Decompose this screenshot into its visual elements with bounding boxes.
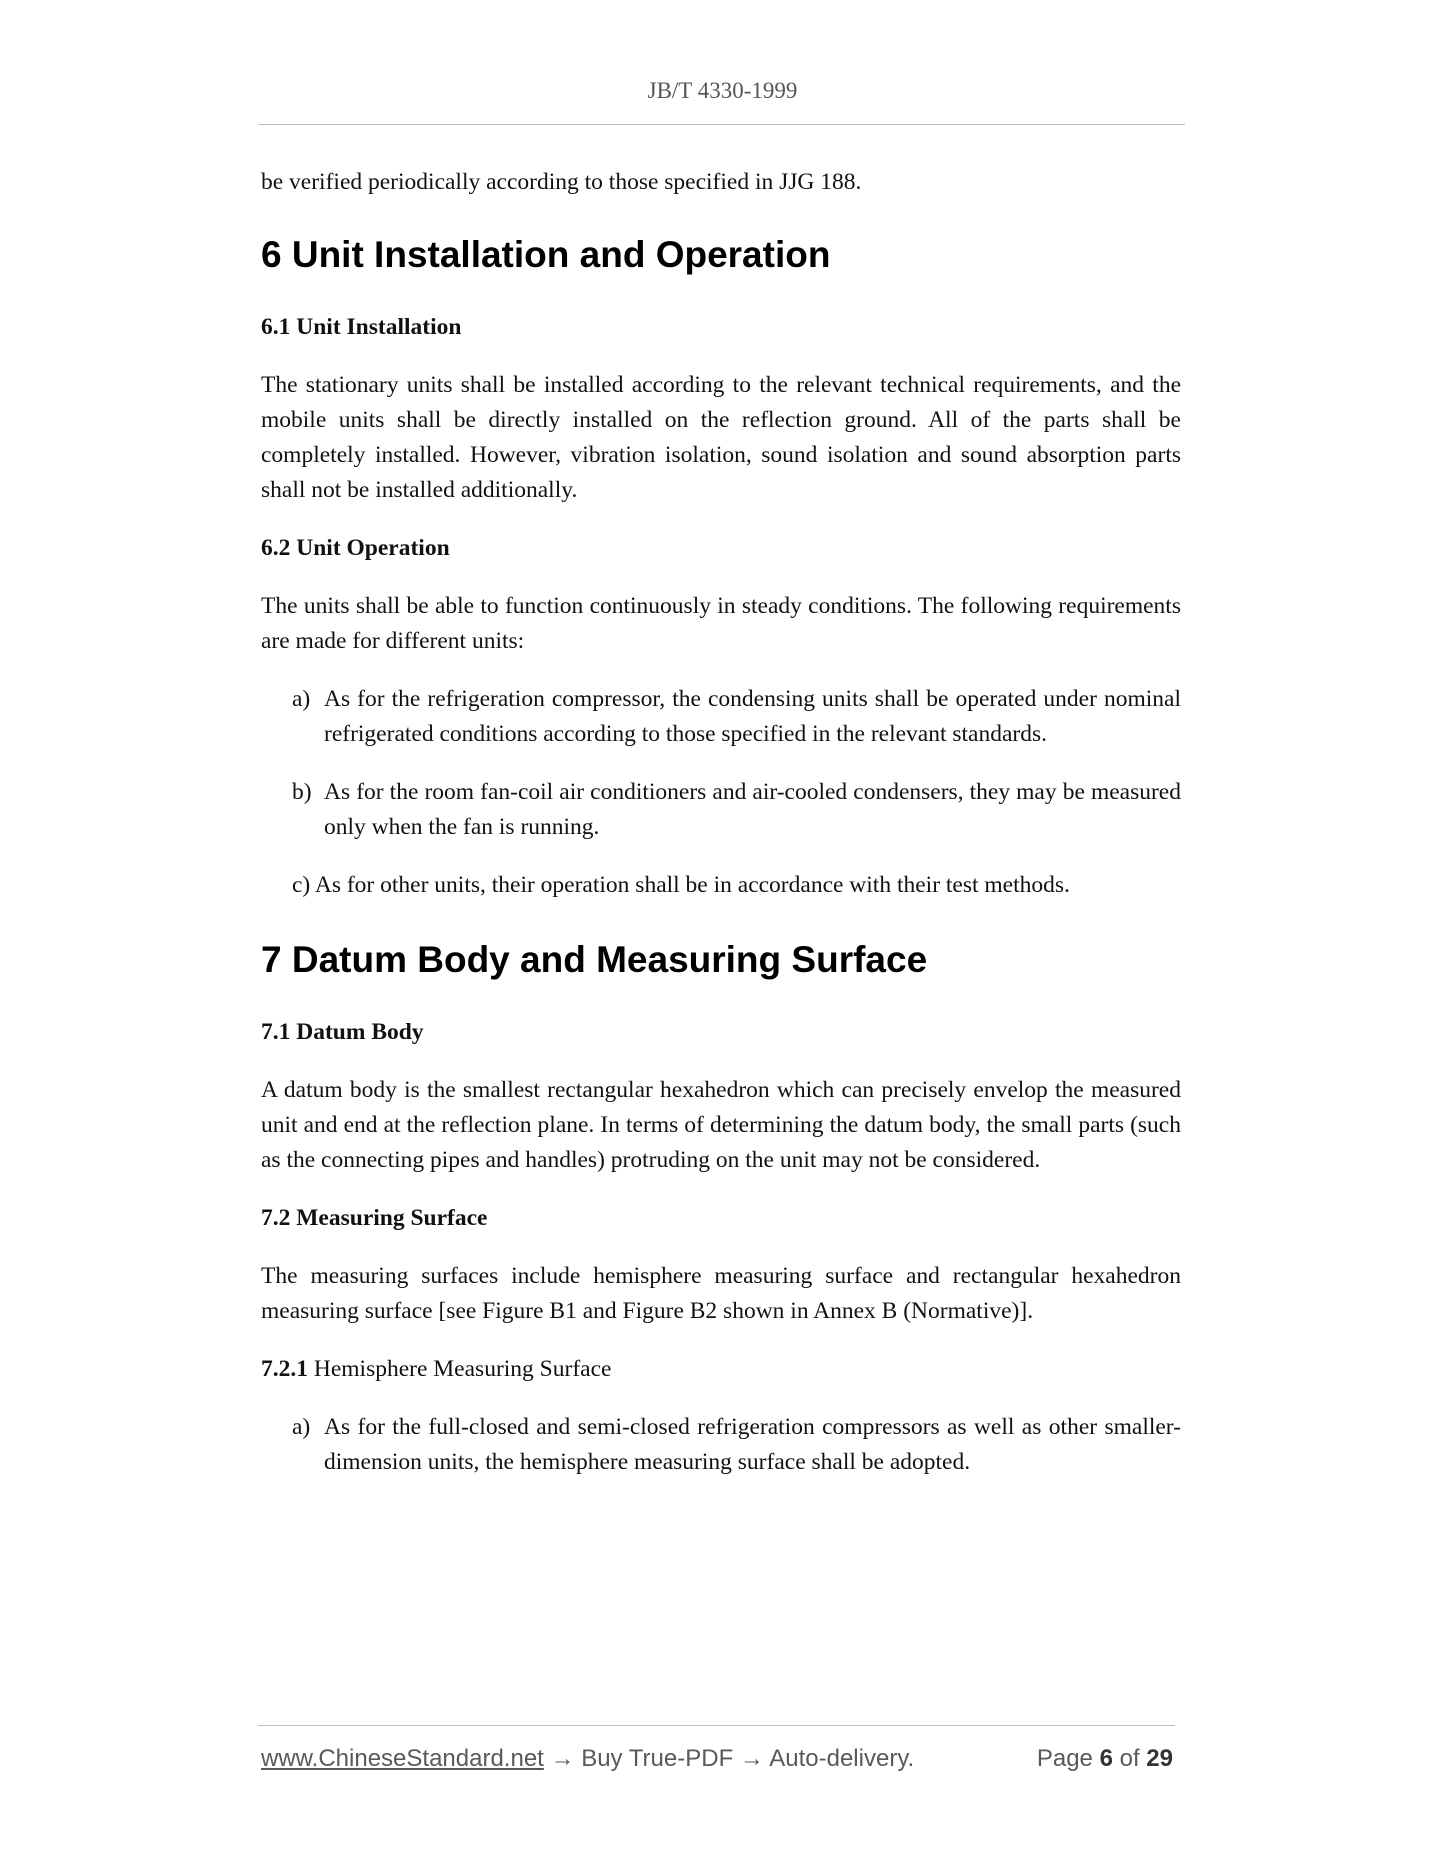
- list-marker: a): [292, 686, 311, 712]
- arrow-icon: →: [739, 1745, 764, 1772]
- subsection-title: Hemisphere Measuring Surface: [313, 1356, 612, 1382]
- list-text: As for other units, their operation shall be in accordance with their test methods.: [314, 872, 1070, 898]
- list-marker: a): [292, 1414, 311, 1440]
- header-divider: [258, 124, 1185, 125]
- unit-operation-list: [261, 682, 1181, 903]
- page-content: [261, 165, 1181, 1480]
- arrow-icon: →: [550, 1745, 575, 1772]
- buy-pdf-link[interactable]: Buy True-PDF: [581, 1745, 734, 1772]
- page-indicator: [1037, 1745, 1173, 1773]
- section-7-2-paragraph: The measuring surfaces include hemisphere measuring surface and rectangular hexahedron measuring surface [see Figure B1 and Figure B2 shown in Annex B (Normative)].: [261, 1263, 1181, 1324]
- section-7-heading: 7 Datum Body and Measuring Surface: [261, 939, 928, 980]
- subsection-number: 7.2.1: [261, 1356, 308, 1382]
- list-item: [261, 1410, 1181, 1480]
- list-marker: b): [292, 779, 312, 805]
- page-label: Page: [1036, 1745, 1093, 1772]
- footer-promo: [261, 1745, 914, 1773]
- section-6-2-heading: 6.2 Unit Operation: [261, 535, 450, 561]
- of-label: of: [1119, 1745, 1140, 1772]
- section-7-1-heading: 7.1 Datum Body: [261, 1019, 424, 1045]
- page-footer: [261, 1745, 1181, 1777]
- list-marker: c): [292, 872, 311, 898]
- list-item: [261, 868, 1181, 903]
- list-item: [261, 682, 1181, 752]
- running-header: JB/T 4330-1999: [647, 78, 798, 103]
- list-text: As for the room fan-coil air conditioners and air-cooled condensers, they may be measured only when the fan is running.: [324, 779, 1181, 840]
- section-6-2-paragraph: The units shall be able to function continuously in steady conditions. The following requirements are made for different units:: [261, 593, 1181, 654]
- list-item: [261, 775, 1181, 845]
- hemisphere-list: [261, 1410, 1181, 1480]
- site-link[interactable]: www.ChineseStandard.net: [261, 1745, 544, 1772]
- auto-delivery-text: Auto-delivery.: [769, 1745, 915, 1772]
- footer-divider: [258, 1725, 1175, 1726]
- section-7-2-heading: 7.2 Measuring Surface: [261, 1205, 488, 1231]
- page-total: 29: [1146, 1745, 1173, 1772]
- list-text: As for the refrigeration compressor, the condensing units shall be operated under nominal refrigerated conditions according to those specified in the relevant standards.: [324, 686, 1181, 747]
- section-6-1-paragraph: The stationary units shall be installed according to the relevant technical requirements, and the mobile units shall be directly installed on the reflection ground. All of the parts shall be completely installed. However, vibration isolation, sound isolation and sound absorption parts shall not be installed additionally.: [261, 372, 1181, 503]
- page-number: 6: [1099, 1745, 1113, 1772]
- section-7-1-paragraph: A datum body is the smallest rectangular hexahedron which can precisely envelop the measured unit and end at the reflection plane. In terms of determining the datum body, the small parts (such as the connecting pipes and handles) protruding on the unit may not be considered.: [261, 1077, 1181, 1173]
- section-6-heading: 6 Unit Installation and Operation: [261, 234, 831, 275]
- section-7-2-1-heading: [261, 1352, 1181, 1387]
- section-6-1-heading: 6.1 Unit Installation: [261, 314, 462, 340]
- list-text: As for the full-closed and semi-closed refrigeration compressors as well as other smaller-dimension units, the hemisphere measuring surface shall be adopted.: [324, 1414, 1181, 1475]
- intro-paragraph: be verified periodically according to those specified in JJG 188.: [261, 169, 862, 195]
